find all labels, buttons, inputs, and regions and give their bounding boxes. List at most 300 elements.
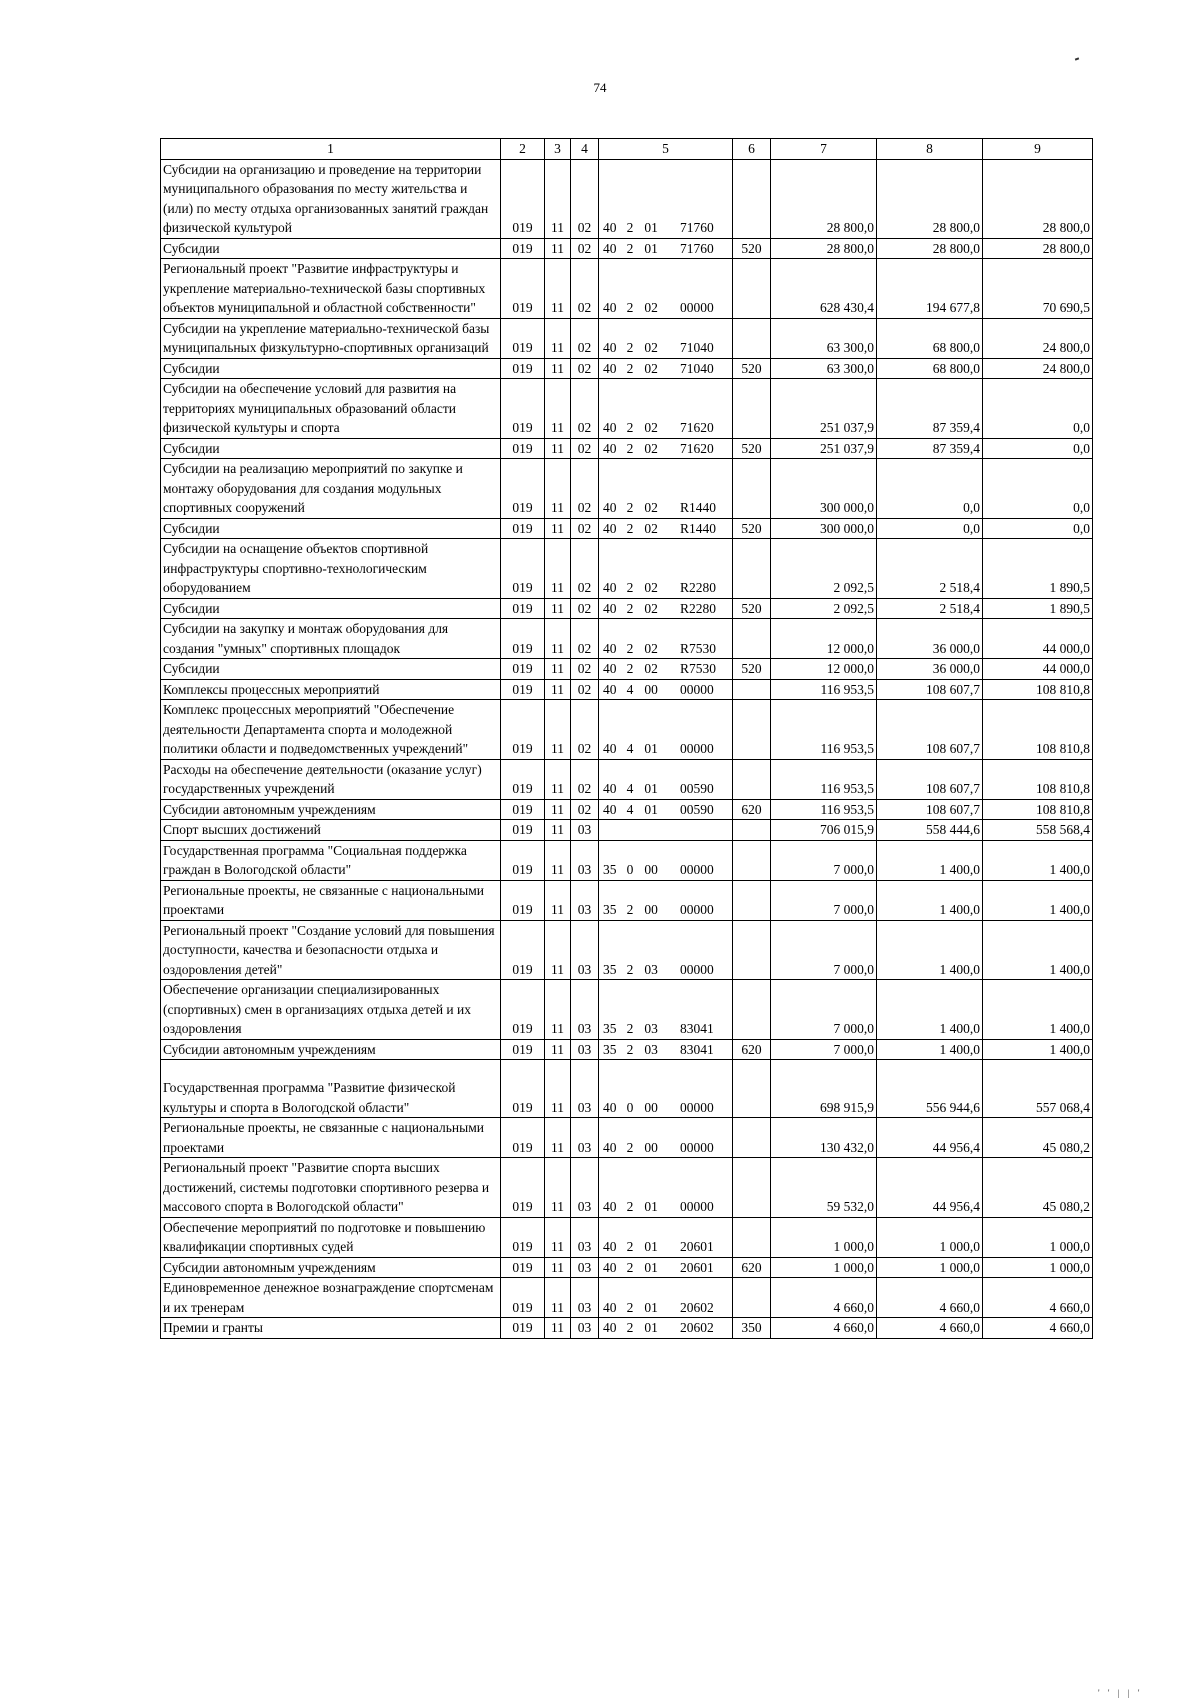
col-amount-8: 4 660,0 [877,1318,983,1339]
col-code-4: 03 [571,880,599,920]
col-amount-9: 1 400,0 [983,980,1093,1040]
col-code-6 [733,1158,771,1218]
col-amount-8: 87 359,4 [877,438,983,459]
col-code-5 [599,659,733,680]
col-code-2: 019 [501,318,545,358]
col-code-6 [733,619,771,659]
row-name: Обеспечение организации специализированных (спортивных) смен в организациях отдыха детей и их оздоровления [161,980,501,1040]
table-row [161,358,1093,379]
col-code-2: 019 [501,1217,545,1257]
row-name: Региональный проект "Создание условий для повышения доступности, качества и безопасности отдыха и оздоровления детей" [161,920,501,980]
col-code-4: 03 [571,1158,599,1218]
table-row [161,659,1093,680]
table-row [161,799,1093,820]
code-segment-s4: 71760 [679,220,714,235]
col-code-2: 019 [501,880,545,920]
col-code-6: 620 [733,799,771,820]
col-amount-9: 28 800,0 [983,238,1093,259]
code-segment-s4: R2280 [679,600,716,616]
col-amount-7: 1 000,0 [771,1257,877,1278]
code-segment-s3: 01 [644,781,658,796]
code-segment-s4: 00000 [679,1199,714,1214]
row-name: Государственная программа "Социальная поддержка граждан в Вологодской области" [161,840,501,880]
col-amount-8: 1 400,0 [877,840,983,880]
code-segment-s1: 40 [603,1239,617,1254]
code-segment-s4: 00000 [679,1139,714,1155]
code-segment-s1: 40 [603,600,617,616]
col-amount-9: 1 400,0 [983,880,1093,920]
col-code-4: 02 [571,379,599,439]
col-code-5 [599,539,733,599]
code-segment-s2: 2 [626,580,634,595]
col-code-4: 02 [571,259,599,319]
col-amount-9: 108 810,8 [983,759,1093,799]
col-code-3: 11 [545,379,571,439]
table-row [161,1318,1093,1339]
col-code-4: 03 [571,1217,599,1257]
col-code-6 [733,820,771,841]
col-code-3: 11 [545,518,571,539]
row-name: Субсидии [161,238,501,259]
col-code-5 [599,679,733,700]
budget-table [160,138,1093,1339]
col-code-4: 02 [571,659,599,680]
col-code-4: 02 [571,799,599,820]
col-code-4: 03 [571,1318,599,1339]
col-code-3: 11 [545,880,571,920]
col-code-5 [599,598,733,619]
col-code-4: 03 [571,1039,599,1060]
code-segment-s1: 40 [603,240,617,256]
code-segment-s3: 01 [644,1299,658,1315]
code-segment-s2: 2 [626,600,634,616]
col-amount-8: 68 800,0 [877,318,983,358]
col-code-3: 11 [545,700,571,760]
col-code-4: 02 [571,159,599,238]
code-segment-s2: 2 [626,340,634,355]
col-code-4: 02 [571,598,599,619]
col-code-5 [599,920,733,980]
row-name: Субсидии [161,358,501,379]
row-name: Комплексы процессных мероприятий [161,679,501,700]
col-code-4: 02 [571,358,599,379]
col-code-3: 11 [545,799,571,820]
code-segment-s1: 35 [603,902,617,917]
col-code-3: 11 [545,1158,571,1218]
code-segment-s3: 01 [644,1259,658,1275]
column-header-4: 4 [571,139,599,160]
row-name: Субсидии [161,598,501,619]
code-segment-s2: 2 [626,360,634,376]
table-row [161,1118,1093,1158]
col-amount-9: 0,0 [983,379,1093,439]
column-header-9: 9 [983,139,1093,160]
col-amount-9: 0,0 [983,438,1093,459]
col-amount-9: 1 400,0 [983,840,1093,880]
code-segment-s1: 40 [603,781,617,796]
col-amount-8: 108 607,7 [877,759,983,799]
col-amount-7: 116 953,5 [771,700,877,760]
col-amount-9: 1 400,0 [983,920,1093,980]
col-code-5 [599,820,733,841]
code-segment-s3: 03 [644,1021,658,1036]
code-segment-s2: 2 [626,1299,634,1315]
col-code-2: 019 [501,840,545,880]
col-code-2: 019 [501,238,545,259]
col-amount-8: 36 000,0 [877,659,983,680]
row-name: Региональные проекты, не связанные с национальными проектами [161,1118,501,1158]
col-amount-8: 44 956,4 [877,1118,983,1158]
code-segment-s2: 0 [626,1099,634,1115]
table-row [161,880,1093,920]
row-name: Субсидии на укрепление материально-технической базы муниципальных физкультурно-спортивных организаций [161,318,501,358]
col-amount-7: 130 432,0 [771,1118,877,1158]
col-code-3: 11 [545,1039,571,1060]
col-code-3: 11 [545,238,571,259]
col-code-2: 019 [501,459,545,519]
col-code-6: 620 [733,1257,771,1278]
col-code-3: 11 [545,459,571,519]
col-code-6 [733,459,771,519]
col-amount-7: 63 300,0 [771,358,877,379]
col-code-6 [733,1217,771,1257]
code-segment-s3: 03 [644,1041,658,1057]
col-code-2: 019 [501,379,545,439]
col-code-5 [599,1257,733,1278]
col-code-6: 620 [733,1039,771,1060]
col-code-5 [599,238,733,259]
col-amount-8: 108 607,7 [877,700,983,760]
table-row [161,920,1093,980]
col-amount-7: 2 092,5 [771,598,877,619]
row-name: Региональный проект "Развитие спорта высших достижений, системы подготовки спортивного резерва и массового спорта в Вологодской области" [161,1158,501,1218]
col-amount-7: 7 000,0 [771,1039,877,1060]
col-amount-8: 0,0 [877,459,983,519]
col-amount-7: 7 000,0 [771,880,877,920]
row-name: Единовременное денежное вознаграждение спортсменам и их тренерам [161,1278,501,1318]
col-code-4: 02 [571,679,599,700]
col-code-5 [599,1060,733,1118]
col-code-2: 019 [501,1118,545,1158]
code-segment-s3: 02 [644,360,658,376]
code-segment-s2: 2 [626,240,634,256]
col-code-6 [733,539,771,599]
code-segment-s3: 02 [644,661,658,676]
col-code-4: 03 [571,840,599,880]
code-segment-s3: 02 [644,520,658,536]
col-amount-9: 70 690,5 [983,259,1093,319]
col-code-2: 019 [501,759,545,799]
col-code-2: 019 [501,1039,545,1060]
col-amount-7: 2 092,5 [771,539,877,599]
code-segment-s4: 00000 [679,681,714,697]
col-amount-9: 0,0 [983,459,1093,519]
col-amount-9: 1 890,5 [983,598,1093,619]
col-amount-9: 0,0 [983,518,1093,539]
col-code-2: 019 [501,518,545,539]
code-segment-s1: 40 [603,1299,617,1315]
col-amount-8: 108 607,7 [877,679,983,700]
page-number: 74 [593,80,607,95]
code-segment-s1: 40 [603,520,617,536]
col-amount-7: 63 300,0 [771,318,877,358]
col-code-2: 019 [501,920,545,980]
col-amount-8: 4 660,0 [877,1278,983,1318]
table-body [161,159,1093,1338]
col-amount-7: 7 000,0 [771,920,877,980]
column-header-2: 2 [501,139,545,160]
code-segment-s2: 2 [626,1139,634,1155]
col-code-2: 019 [501,1257,545,1278]
scan-mark [1075,57,1079,60]
code-segment-s4: 00000 [679,902,714,917]
code-segment-s2: 2 [626,440,634,456]
col-amount-7: 116 953,5 [771,799,877,820]
col-code-6: 520 [733,238,771,259]
code-segment-s1: 35 [603,1041,617,1057]
row-name: Субсидии на оснащение объектов спортивной инфраструктуры спортивно-технологическим оборудованием [161,539,501,599]
col-code-3: 11 [545,1060,571,1118]
row-name: Субсидии [161,438,501,459]
col-amount-8: 558 444,6 [877,820,983,841]
code-segment-s1: 40 [603,340,617,355]
col-amount-8: 0,0 [877,518,983,539]
code-segment-s2: 2 [626,1199,634,1214]
code-segment-s3: 01 [644,1239,658,1254]
col-amount-9: 45 080,2 [983,1118,1093,1158]
col-code-3: 11 [545,840,571,880]
col-code-2: 019 [501,1158,545,1218]
col-code-4: 02 [571,318,599,358]
code-segment-s3: 00 [644,681,658,697]
col-code-5 [599,840,733,880]
code-segment-s3: 02 [644,340,658,355]
code-segment-s2: 2 [626,520,634,536]
code-segment-s3: 00 [644,862,658,877]
code-segment-s3: 02 [644,640,658,656]
col-code-3: 11 [545,358,571,379]
code-segment-s4: 20602 [679,1299,714,1315]
column-header-8: 8 [877,139,983,160]
code-segment-s4: 71040 [679,360,714,376]
col-code-5 [599,1278,733,1318]
col-code-4: 02 [571,539,599,599]
col-amount-8: 1 400,0 [877,920,983,980]
col-amount-9: 4 660,0 [983,1278,1093,1318]
col-amount-8: 1 400,0 [877,880,983,920]
table-row [161,598,1093,619]
code-segment-s3: 01 [644,1320,658,1335]
col-code-6 [733,759,771,799]
col-amount-7: 251 037,9 [771,379,877,439]
row-name: Региональный проект "Развитие инфраструктуры и укрепление материально-технической базы спортивных объектов муниципальной и областной собственности" [161,259,501,319]
code-segment-s3: 03 [644,961,658,977]
col-code-4: 02 [571,619,599,659]
col-code-4: 03 [571,1118,599,1158]
col-code-4: 03 [571,820,599,841]
code-segment-s3: 01 [644,801,658,817]
code-segment-s1: 40 [603,1099,617,1115]
row-name: Региональные проекты, не связанные с национальными проектами [161,880,501,920]
col-code-3: 11 [545,659,571,680]
col-code-4: 03 [571,980,599,1040]
col-code-3: 11 [545,438,571,459]
col-code-4: 03 [571,1278,599,1318]
col-code-3: 11 [545,1217,571,1257]
row-name: Субсидии на реализацию мероприятий по закупке и монтажу оборудования для создания модульных спортивных сооружений [161,459,501,519]
code-segment-s4: 20602 [679,1320,714,1335]
col-code-6: 520 [733,438,771,459]
col-code-3: 11 [545,1118,571,1158]
col-code-5 [599,799,733,820]
col-code-5 [599,518,733,539]
code-segment-s1: 40 [603,500,617,515]
col-amount-8: 44 956,4 [877,1158,983,1218]
col-code-3: 11 [545,318,571,358]
col-code-3: 11 [545,159,571,238]
col-amount-9: 108 810,8 [983,679,1093,700]
col-amount-8: 1 400,0 [877,1039,983,1060]
col-code-4: 02 [571,438,599,459]
code-segment-s4: 00000 [679,741,714,756]
code-segment-s1: 40 [603,1259,617,1275]
col-amount-8: 1 400,0 [877,980,983,1040]
code-segment-s4: R7530 [679,640,716,656]
scan-edge-marks: ' ' | | ' [1098,1688,1143,1698]
col-code-2: 019 [501,259,545,319]
table-row [161,840,1093,880]
col-code-3: 11 [545,920,571,980]
table-row [161,438,1093,459]
code-segment-s4: 20601 [679,1259,714,1275]
code-segment-s2: 2 [626,1021,634,1036]
table-row [161,820,1093,841]
col-code-3: 11 [545,1318,571,1339]
col-code-6: 520 [733,659,771,680]
code-segment-s3: 02 [644,500,658,515]
table-row [161,679,1093,700]
code-segment-s2: 4 [626,801,634,817]
col-amount-9: 1 000,0 [983,1217,1093,1257]
code-segment-s2: 2 [626,661,634,676]
table-row [161,1257,1093,1278]
col-amount-9: 108 810,8 [983,700,1093,760]
code-segment-s1: 35 [603,1021,617,1036]
code-segment-s2: 2 [626,640,634,656]
table-row [161,459,1093,519]
row-name: Государственная программа "Развитие физической культуры и спорта в Вологодской области" [161,1060,501,1118]
code-segment-s3: 02 [644,580,658,595]
code-segment-s2: 2 [626,500,634,515]
col-code-5 [599,438,733,459]
code-segment-s4: 83041 [679,1041,714,1057]
row-name: Спорт высших достижений [161,820,501,841]
col-amount-7: 4 660,0 [771,1318,877,1339]
code-segment-s2: 4 [626,741,634,756]
col-amount-8: 2 518,4 [877,539,983,599]
code-segment-s4: 71620 [679,440,714,456]
col-amount-9: 44 000,0 [983,619,1093,659]
col-code-3: 11 [545,598,571,619]
code-segment-s4: 00000 [679,862,714,877]
row-name: Субсидии на организацию и проведение на территории муниципального образования по месту жительства и (или) по месту отдыха организованных занятий граждан физической культурой [161,159,501,238]
code-segment-s3: 00 [644,1099,658,1115]
col-amount-7: 7 000,0 [771,980,877,1040]
code-segment-s1: 40 [603,1199,617,1214]
col-code-5 [599,1217,733,1257]
table-header-row [161,139,1093,160]
code-segment-s3: 00 [644,1139,658,1155]
code-segment-s1: 40 [603,681,617,697]
table-row [161,1060,1093,1118]
col-amount-8: 1 000,0 [877,1217,983,1257]
table-row [161,1278,1093,1318]
table-row [161,539,1093,599]
col-amount-7: 300 000,0 [771,518,877,539]
code-segment-s2: 4 [626,781,634,796]
col-code-5 [599,259,733,319]
col-code-5 [599,1158,733,1218]
col-code-5 [599,358,733,379]
column-header-1: 1 [161,139,501,160]
code-segment-s1: 40 [603,741,617,756]
code-segment-s4: 20601 [679,1239,714,1254]
col-amount-7: 698 915,9 [771,1060,877,1118]
col-code-5 [599,880,733,920]
col-code-2: 019 [501,159,545,238]
col-code-3: 11 [545,259,571,319]
col-code-4: 03 [571,920,599,980]
row-name: Обеспечение мероприятий по подготовке и повышению квалификации спортивных судей [161,1217,501,1257]
col-amount-8: 28 800,0 [877,238,983,259]
col-amount-9: 557 068,4 [983,1060,1093,1118]
col-amount-8: 28 800,0 [877,159,983,238]
code-segment-s2: 2 [626,1259,634,1275]
code-segment-s1: 40 [603,661,617,676]
code-segment-s1: 35 [603,961,617,977]
code-segment-s4: R2280 [679,580,716,595]
table-row [161,759,1093,799]
col-code-6 [733,259,771,319]
col-code-6 [733,880,771,920]
code-segment-s2: 2 [626,1041,634,1057]
row-name: Субсидии автономным учреждениям [161,1039,501,1060]
code-segment-s3: 00 [644,902,658,917]
col-amount-7: 7 000,0 [771,840,877,880]
col-amount-9: 24 800,0 [983,318,1093,358]
code-segment-s4: R1440 [679,500,716,515]
code-segment-s2: 2 [626,420,634,435]
code-segment-s4: 00000 [679,961,714,977]
col-code-3: 11 [545,619,571,659]
col-code-6 [733,1118,771,1158]
code-segment-s3: 02 [644,420,658,435]
table-row [161,1158,1093,1218]
col-code-2: 019 [501,1060,545,1118]
col-code-2: 019 [501,799,545,820]
col-amount-9: 24 800,0 [983,358,1093,379]
col-amount-8: 87 359,4 [877,379,983,439]
col-amount-7: 116 953,5 [771,679,877,700]
col-code-5 [599,1118,733,1158]
col-code-6: 520 [733,598,771,619]
col-amount-7: 28 800,0 [771,238,877,259]
col-code-5 [599,759,733,799]
code-segment-s3: 02 [644,300,658,315]
column-header-6: 6 [733,139,771,160]
table-row [161,379,1093,439]
code-segment-s4: 00590 [679,801,714,817]
